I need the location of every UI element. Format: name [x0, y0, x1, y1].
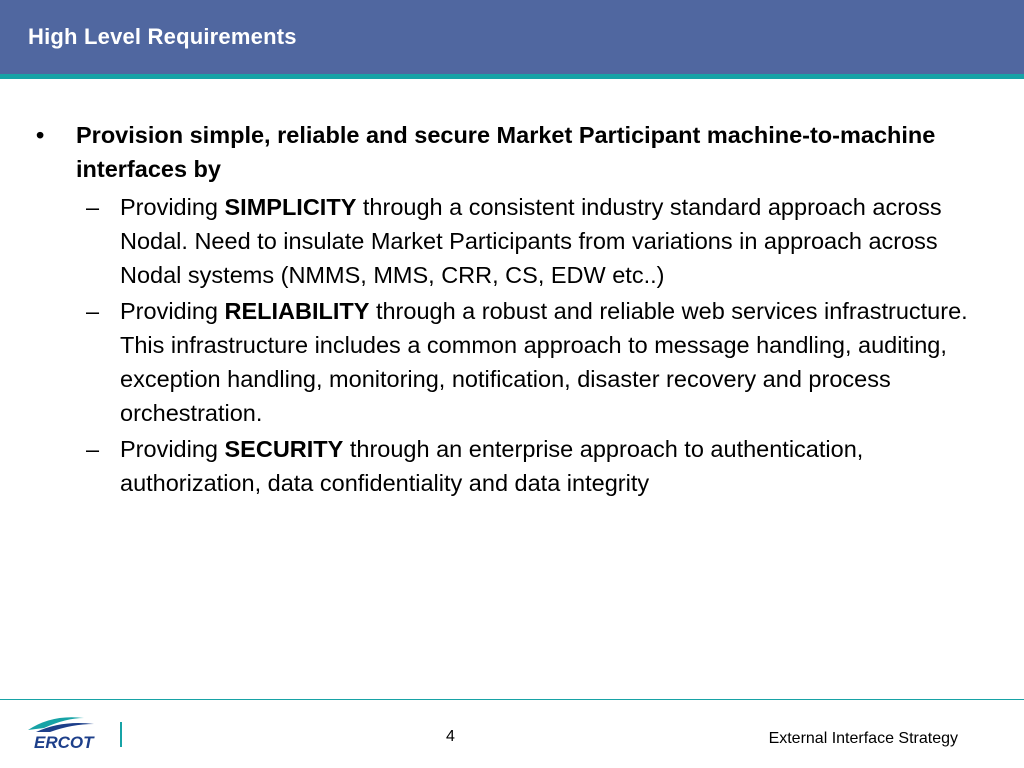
sub-bullet-reliability: [36, 294, 976, 430]
sub-bullet-prefix: Providing: [120, 298, 225, 324]
sub-bullet-prefix: Providing: [120, 436, 225, 462]
sub-bullet-prefix: Providing: [120, 194, 225, 220]
slide-content: [36, 118, 976, 502]
logo-divider: [120, 722, 122, 747]
sub-bullet-keyword: SECURITY: [224, 436, 344, 462]
ercot-logo-icon: [22, 712, 122, 752]
dash-icon: –: [86, 298, 100, 324]
main-bullet-text: Provision simple, reliable and secure Market Participant machine-to-machine interfaces by: [76, 122, 936, 182]
sub-bullet-keyword: SIMPLICITY: [224, 194, 357, 220]
sub-bullet-text: through a consistent industry standard approach across Nodal. Need to insulate Market Participants from variations in approach across Nodal systems (NMMS, MMS, CRR, CS, EDW etc..): [120, 194, 942, 288]
dash-icon: –: [86, 436, 100, 462]
bullet-icon: •: [36, 122, 45, 148]
dash-icon: –: [86, 194, 100, 220]
slide-title: High Level Requirements: [28, 24, 297, 49]
sub-bullet-simplicity: [36, 190, 976, 292]
sub-bullet-keyword: RELIABILITY: [224, 298, 370, 324]
sub-bullet-text: through a robust and reliable web services infrastructure. This infrastructure includes a common approach to message handling, auditing, exception handling, monitoring, notification, disaster recovery and process orchestration.: [120, 298, 968, 426]
footer-divider-line: [0, 699, 1024, 700]
page-number: 4: [446, 728, 455, 745]
presentation-title: External Interface Strategy: [768, 730, 958, 747]
title-accent-stripe: [0, 74, 1024, 79]
sub-bullet-list: [36, 190, 976, 500]
sub-bullet-security: [36, 432, 976, 500]
sub-bullet-text: through an enterprise approach to authentication, authorization, data confidentiality and data integrity: [120, 436, 864, 496]
main-bullet: [36, 118, 976, 186]
logo-text: ERCOT: [34, 733, 94, 752]
